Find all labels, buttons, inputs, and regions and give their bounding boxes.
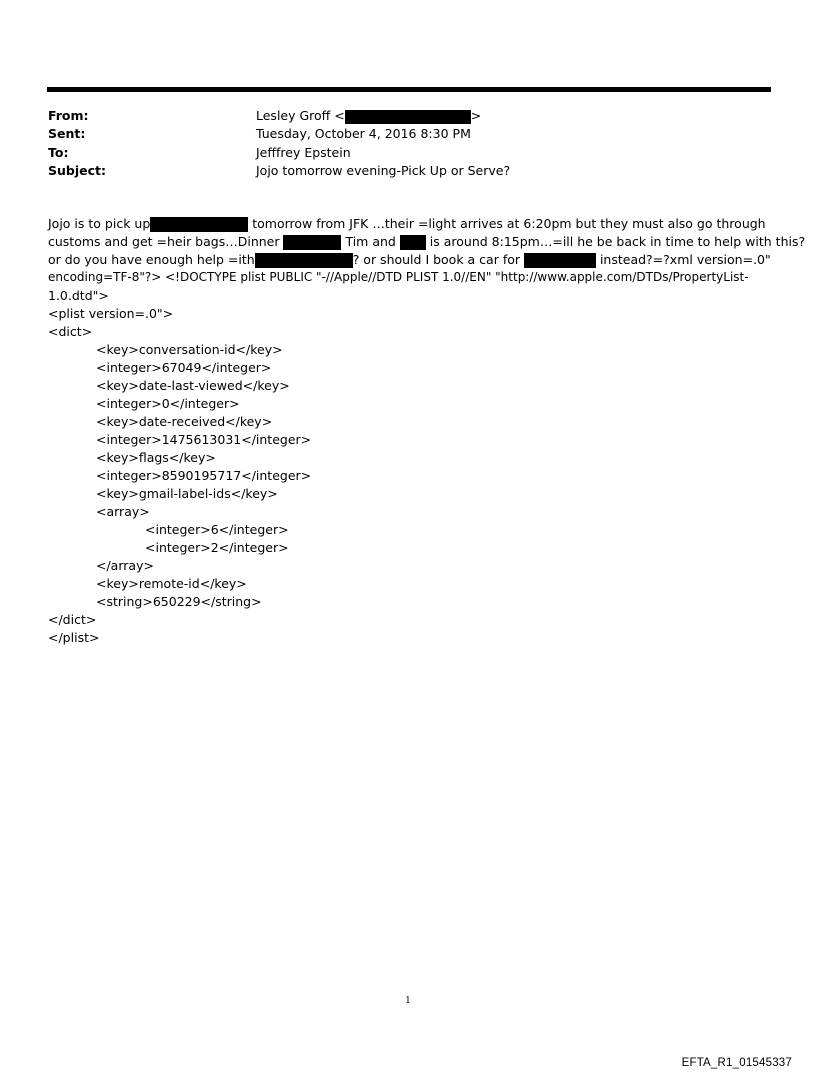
body-text: instead?=?xml version=.0" [595, 252, 771, 267]
xml-line: </array> [96, 558, 154, 573]
subject-label: Subject: [48, 163, 106, 178]
body-line-2 [48, 234, 805, 250]
redaction-box [150, 217, 248, 232]
body-text: or do you have enough help =ith [48, 252, 255, 267]
xml-line: <plist version=.0"> [48, 306, 174, 321]
from-name: Lesley Groff < [256, 108, 345, 123]
xml-line: </plist> [48, 630, 100, 645]
xml-line: <integer>1475613031</integer> [96, 432, 312, 447]
xml-line: <key>date-last-viewed</key> [96, 378, 290, 393]
body-line-1 [48, 216, 766, 232]
body-line-5: 1.0.dtd"> [48, 288, 109, 303]
xml-line: <dict> [48, 324, 93, 339]
xml-line: </dict> [48, 612, 97, 627]
xml-line: <string>650229</string> [96, 594, 262, 609]
body-line-3 [48, 252, 771, 268]
xml-line: <key>flags</key> [96, 450, 216, 465]
body-text: tomorrow from JFK …their =light arrives at 6:20pm but they must also go through [248, 216, 766, 231]
page-number: 1 [405, 996, 411, 1006]
redaction-box [255, 253, 353, 268]
redaction-box [345, 110, 471, 124]
subject-value: Jojo tomorrow evening-Pick Up or Serve? [256, 163, 511, 178]
redaction-box [283, 235, 341, 250]
sent-value: Tuesday, October 4, 2016 8:30 PM [256, 126, 471, 141]
xml-line: <integer>8590195717</integer> [96, 468, 312, 483]
xml-line: <integer>2</integer> [145, 540, 289, 555]
to-label: To: [48, 145, 69, 160]
xml-line: <array> [96, 504, 150, 519]
sent-label: Sent: [48, 126, 86, 141]
from-label: From: [48, 108, 89, 123]
redaction-box [524, 253, 596, 268]
xml-line: <integer>0</integer> [96, 396, 240, 411]
body-text: Jojo is to pick up [48, 216, 151, 231]
document-id: EFTA_R1_01545337 [681, 1057, 792, 1069]
to-value: Jefffrey Epstein [256, 145, 351, 160]
body-text: Tim and [341, 234, 400, 249]
xml-line: <key>date-received</key> [96, 414, 273, 429]
from-value [256, 108, 481, 124]
body-text: is around 8:15pm…=ill he be back in time to help with this? [425, 234, 806, 249]
xml-line: <key>gmail-label-ids</key> [96, 486, 278, 501]
body-text: customs and get =heir bags…Dinner [48, 234, 284, 249]
xml-line: <integer>6</integer> [145, 522, 289, 537]
redaction-box [400, 235, 426, 250]
from-suffix: > [470, 108, 482, 123]
header-rule [47, 87, 771, 92]
xml-line: <key>conversation-id</key> [96, 342, 283, 357]
body-text: ? or should I book a car for [352, 252, 524, 267]
body-line-4: encoding=TF-8"?> <!DOCTYPE plist PUBLIC "-//Apple//DTD PLIST 1.0//EN" "http://www.apple.com/DTDs/PropertyList- [48, 270, 749, 284]
xml-line: <integer>67049</integer> [96, 360, 272, 375]
xml-line: <key>remote-id</key> [96, 576, 247, 591]
